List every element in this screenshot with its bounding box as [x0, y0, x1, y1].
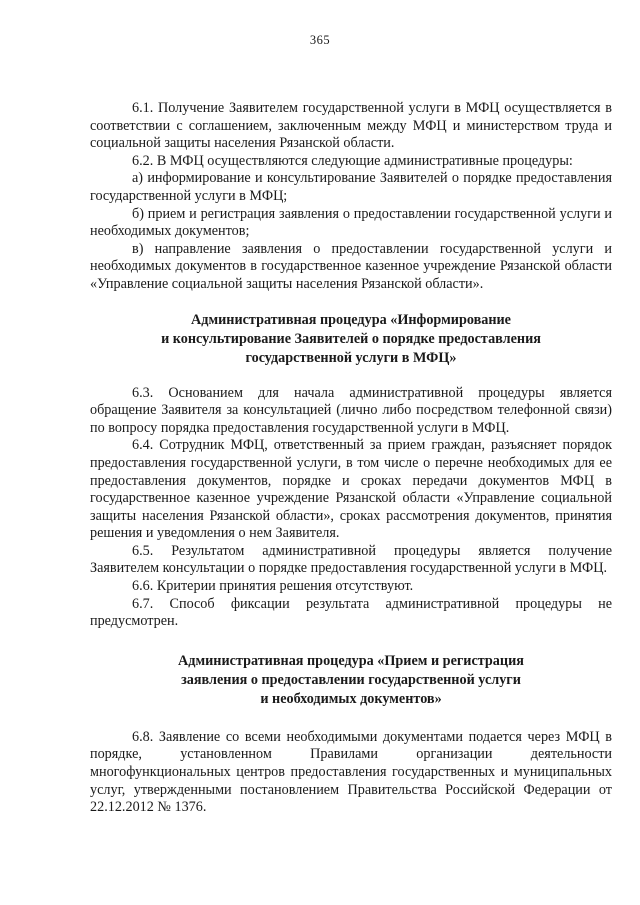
paragraph-6-2: 6.2. В МФЦ осуществляются следующие административные процедуры: — [132, 152, 573, 169]
paragraph-6-3: 6.3. Основанием для начала административной процедуры является обращение Заявителя за консультацией (лично либо посредством телефонной связи) по вопросу порядка предоставления государственной услуги в МФЦ. — [90, 384, 612, 436]
section-heading-reception — [90, 652, 612, 709]
page-number: 365 — [309, 33, 331, 47]
document-body — [90, 100, 612, 817]
heading-line: Административная процедура «Информирование — [191, 311, 511, 328]
paragraph-6-8: 6.8. Заявление со всеми необходимыми документами подается через МФЦ в порядке, установленном Правилами организации деятельности многофункциональных центров предоставления государственных и муниципальных услуг, утвержденными постановлением Правительства Российской Федерации от 22.12.2012 № 1376. — [90, 728, 612, 816]
section-informing — [90, 385, 612, 631]
paragraph-6-5: 6.5. Результатом административной процедуры является получение Заявителем консультации о порядке предоставления государственной услуги в МФЦ. — [90, 542, 612, 577]
paragraph-6-1: 6.1. Получение Заявителем государственной услуги в МФЦ осуществляется в соответствии с соглашением, заключенным между МФЦ и министерством труда и социальной защиты населения Рязанской области. — [90, 100, 612, 152]
paragraph-6-2-b: б) прием и регистрация заявления о предоставлении государственной услуги и необходимых документов; — [90, 205, 612, 240]
heading-line: и необходимых документов» — [260, 690, 442, 707]
heading-line: государственной услуги в МФЦ» — [245, 349, 457, 366]
section-reception — [90, 729, 612, 817]
section-mfc-procedures — [90, 100, 612, 294]
section-heading-informing — [90, 311, 612, 368]
paragraph-6-7: 6.7. Способ фиксации результата административной процедуры не предусмотрен. — [90, 595, 612, 630]
heading-line: заявления о предоставлении государственной услуги — [181, 671, 521, 688]
paragraph-6-6: 6.6. Критерии принятия решения отсутствуют. — [132, 578, 414, 595]
heading-line: Административная процедура «Прием и регистрация — [178, 652, 524, 669]
heading-line: и консультирование Заявителей о порядке предоставления — [161, 330, 541, 347]
paragraph-6-4: 6.4. Сотрудник МФЦ, ответственный за прием граждан, разъясняет порядок предоставления государственной услуги, в том числе о перечне необходимых для ее предоставления документов, порядке и сроках передачи документов МФЦ в государственное казенное учреждение Рязанской области «Управление социальной защиты населения Рязанской области», сроках рассмотрения документов, принятия решения и уведомления о нем Заявителя. — [90, 437, 612, 542]
paragraph-6-2-a: а) информирование и консультирование Заявителей о порядке предоставления государственной услуги в МФЦ; — [90, 170, 612, 204]
paragraph-6-2-v: в) направление заявления о предоставлении государственной услуги и необходимых документов в государственное казенное учреждение Рязанской области «Управление социальной защиты населения Рязанской области». — [90, 240, 612, 292]
